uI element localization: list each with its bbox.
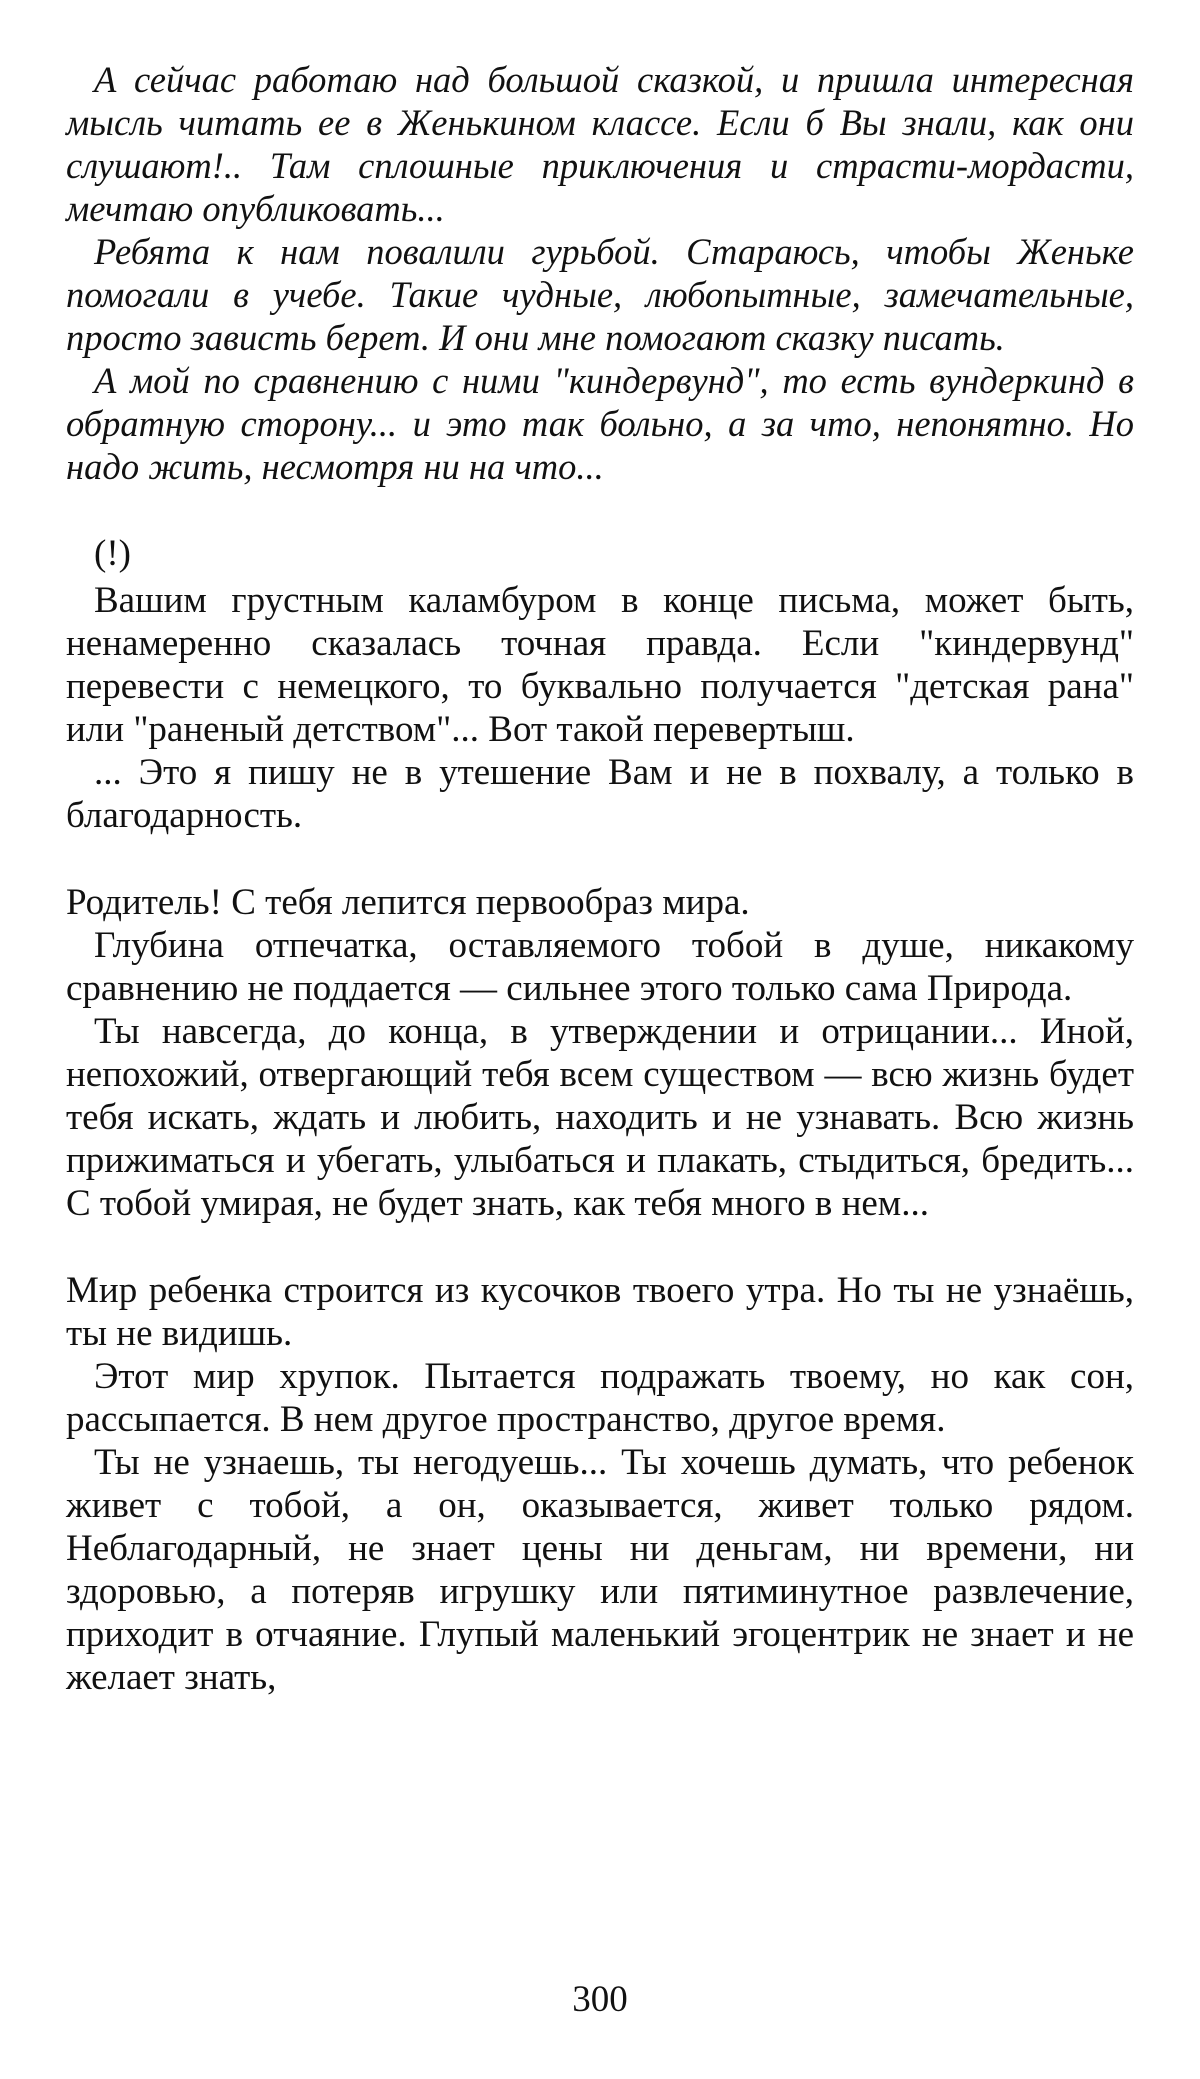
- parent-paragraph-3: Ты навсегда, до конца, в утверждении и отрицании... Иной, непохожий, отвергающий тебя всем существом — всю жизнь будет тебя искать, ждать и любить, находить и не узнавать. Всю жизнь прижиматься и убегать, улыбаться и плакать, стыдиться, бредить... С тобой умирая, не будет знать, как тебя много в нем...: [66, 1011, 1134, 1224]
- book-page: [66, 58, 1134, 1699]
- spacer: [66, 1225, 1134, 1269]
- spacer: [66, 488, 1134, 532]
- reply-mark: (!): [94, 533, 131, 574]
- letter-excerpt: [66, 58, 1134, 488]
- child-paragraph-2: Этот мир хрупок. Пытается подражать твоему, но как сон, рассыпается. В нем другое пространство, другое время.: [66, 1356, 1134, 1440]
- reply-block: [66, 532, 1134, 837]
- letter-paragraph-1: А сейчас работаю над большой сказкой, и пришла интересная мысль читать ее в Женькином классе. Если б Вы знали, как они слушают!.. Там сплошные приключения и страсти-мордасти, мечтаю опубликовать...: [66, 59, 1134, 229]
- parent-section: [66, 881, 1134, 1225]
- letter-paragraph-2: Ребята к нам повалили гурьбой. Стараюсь, чтобы Женьке помогали в учебе. Такие чудные, любопытные, замечательные, просто зависть берет. И они мне помогают сказку писать.: [66, 231, 1134, 358]
- child-section: [66, 1269, 1134, 1699]
- spacer: [66, 837, 1134, 881]
- letter-paragraph-3: А мой по сравнению с ними "киндервунд", то есть вундеркинд в обратную сторону... и это так больно, а за что, непонятно. Но надо жить, несмотря ни на что...: [66, 360, 1134, 487]
- parent-paragraph-1: Родитель! С тебя лепится первообраз мира.: [66, 882, 750, 923]
- child-paragraph-3: Ты не узнаешь, ты негодуешь... Ты хочешь думать, что ребенок живет с тобой, а он, оказывается, живет только рядом. Неблагодарный, не знает цены ни деньгам, ни времени, ни здоровью, а потеряв игрушку или пятиминутное развлечение, приходит в отчаяние. Глупый маленький эгоцентрик не знает и не желает знать,: [66, 1442, 1134, 1698]
- reply-paragraph-1: Вашим грустным каламбуром в конце письма, может быть, ненамеренно сказалась точная правда. Если "киндервунд" перевести с немецкого, то буквально получается "детская рана" или "раненый детством"... Вот такой перевертыш.: [66, 580, 1134, 750]
- child-paragraph-1: Мир ребенка строится из кусочков твоего утра. Но ты не узнаёшь, ты не видишь.: [66, 1270, 1134, 1354]
- parent-paragraph-2: Глубина отпечатка, оставляемого тобой в душе, никакому сравнению не поддается — сильнее этого только сама Природа.: [66, 925, 1134, 1009]
- page-number: 300: [572, 1979, 628, 2020]
- reply-paragraph-2: ... Это я пишу не в утешение Вам и не в похвалу, а только в благодарность.: [66, 752, 1134, 836]
